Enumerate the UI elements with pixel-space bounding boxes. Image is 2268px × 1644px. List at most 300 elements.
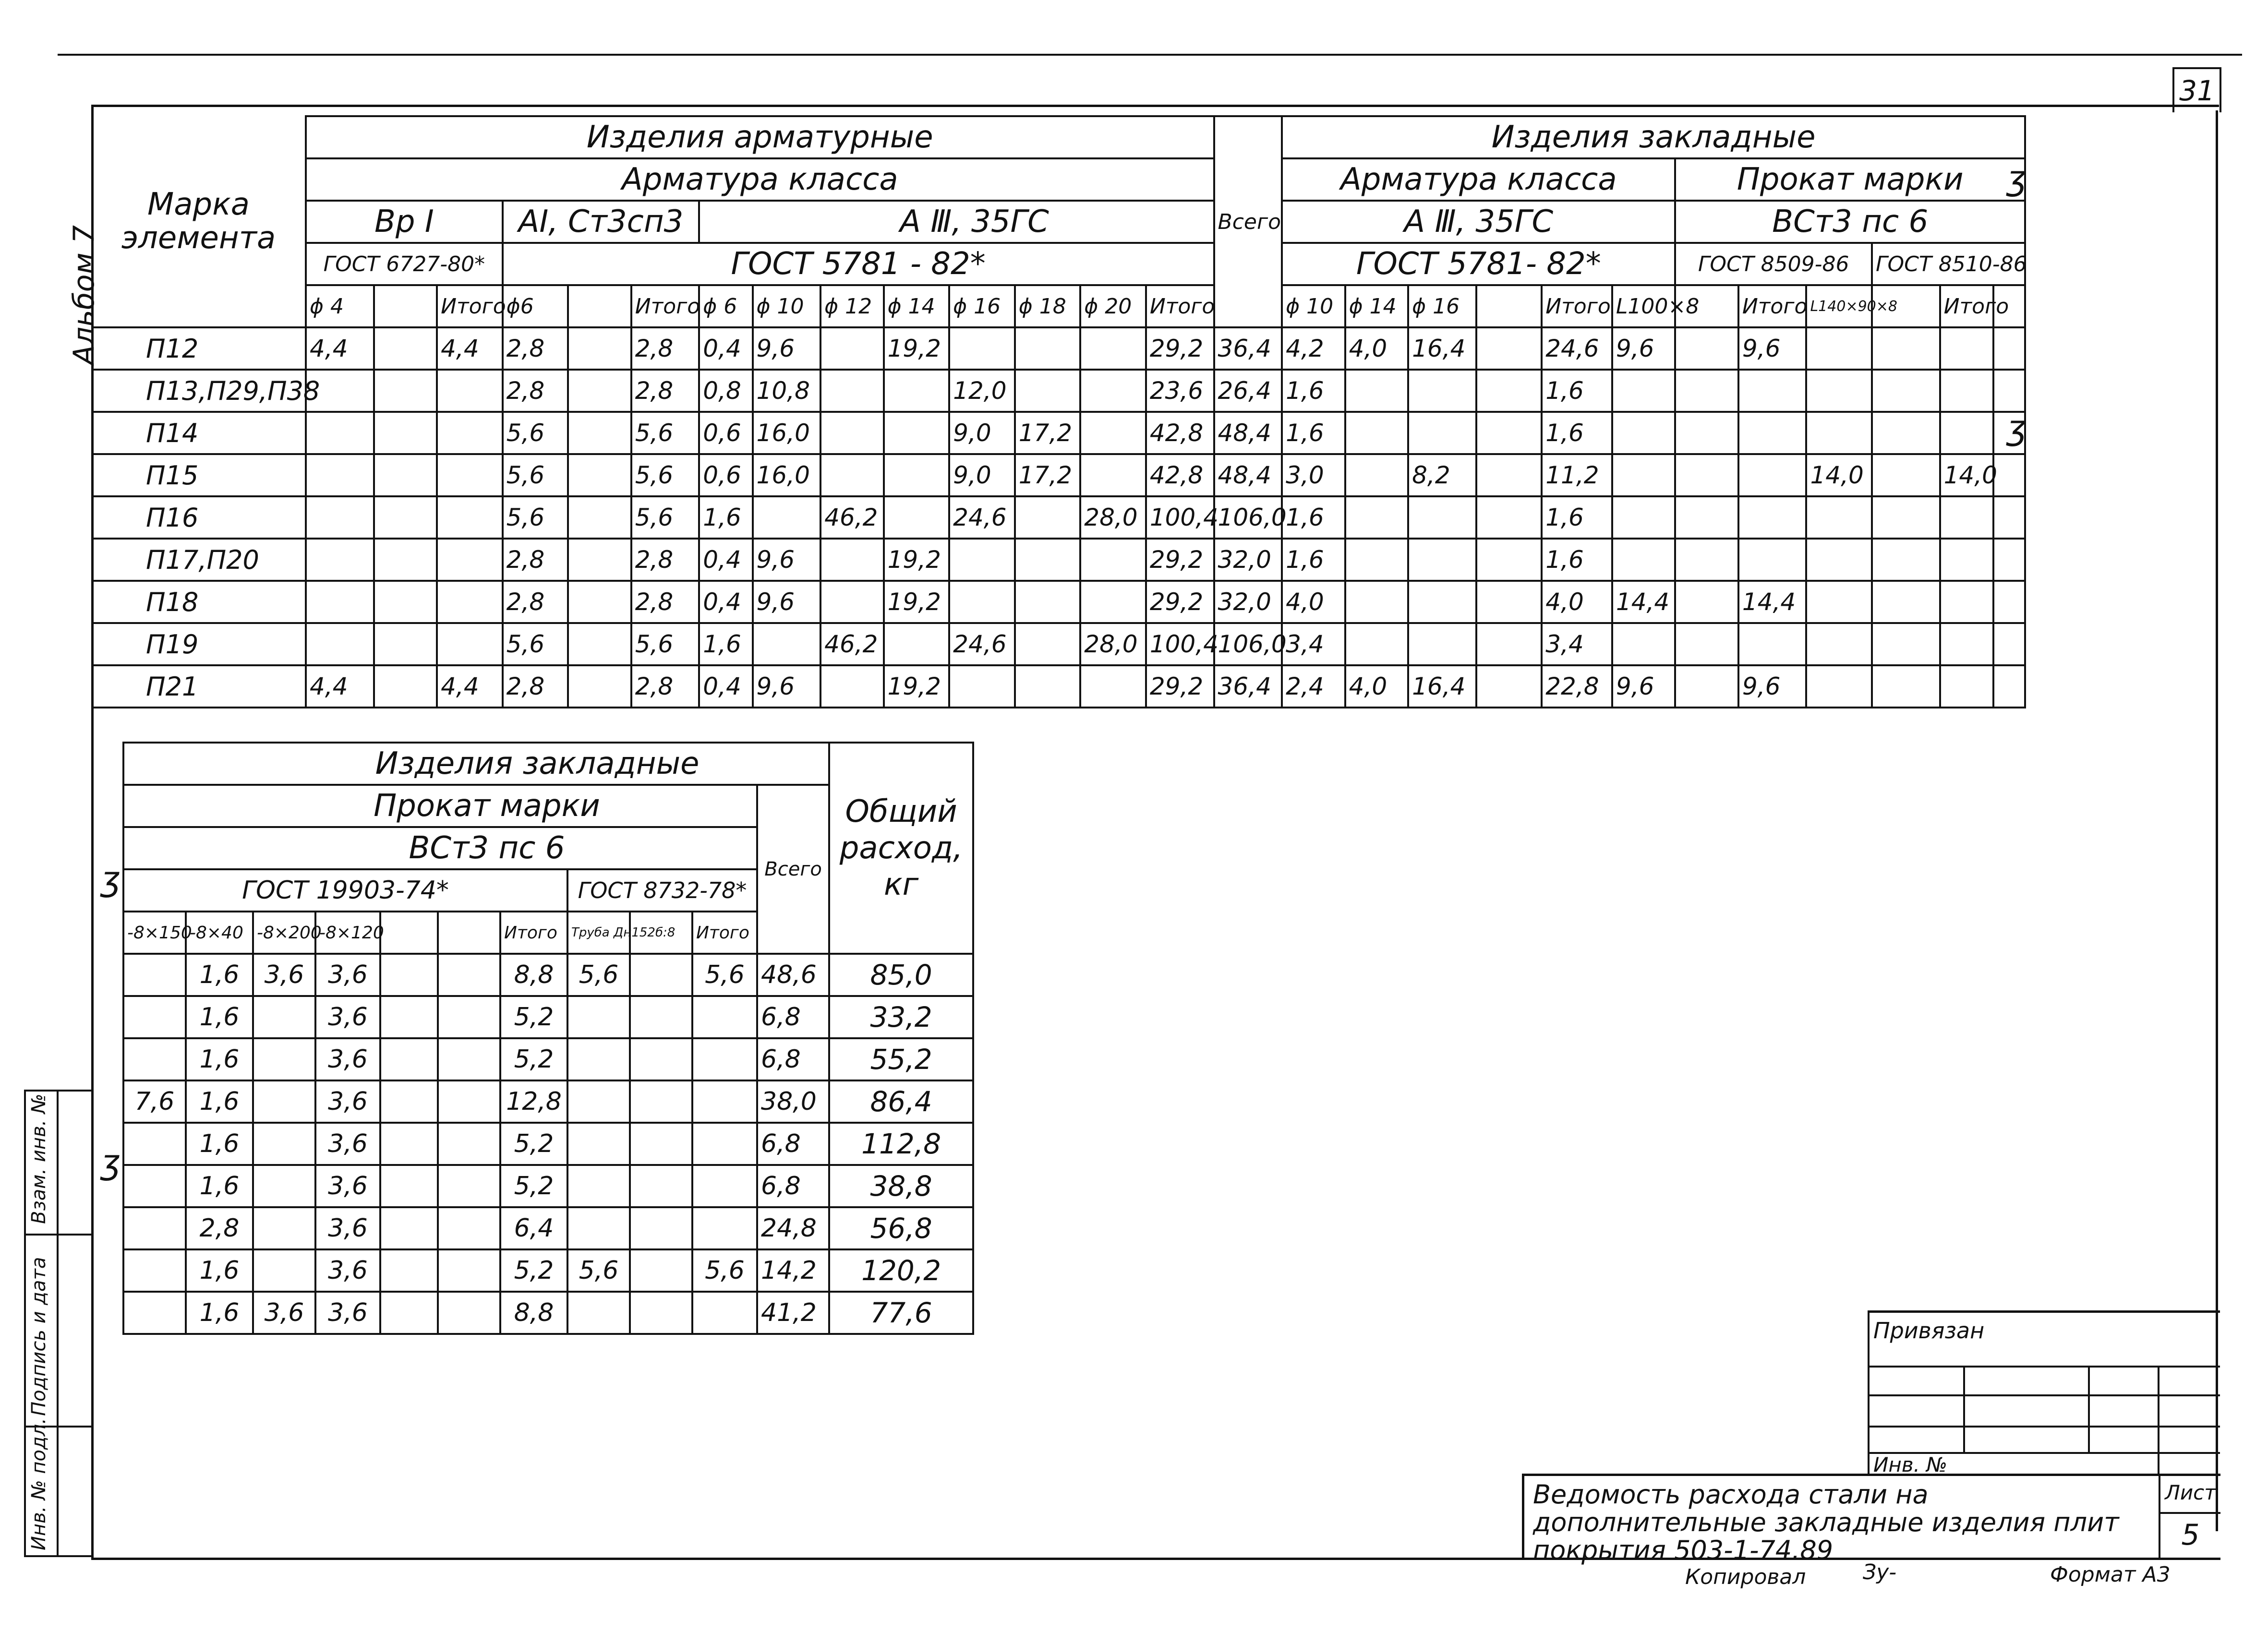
data-cell <box>123 1207 186 1249</box>
data-cell <box>820 581 883 623</box>
data-cell <box>253 1038 315 1080</box>
data-cell: 36,4 <box>1214 327 1282 370</box>
data-cell: 36,4 <box>1214 665 1282 708</box>
vsego-cell: 6,8 <box>757 1165 829 1207</box>
data-cell: 5,6 <box>567 1249 630 1292</box>
strip-divider <box>57 1090 59 1557</box>
data-cell <box>374 370 437 412</box>
data-cell: 1,6 <box>186 996 253 1038</box>
data-cell <box>1345 454 1408 496</box>
data-cell <box>1476 665 1542 708</box>
data-cell: 2,8 <box>631 581 700 623</box>
subheader-cell: ϕ 14 <box>884 285 950 327</box>
data-cell: 3,6 <box>315 1165 380 1207</box>
data-cell: 1,6 <box>1282 370 1345 412</box>
gost-8510-header: ГОСТ 8510-86 <box>1872 243 2025 285</box>
data-cell <box>1940 370 1993 412</box>
data-cell: 1,6 <box>186 1038 253 1080</box>
emb-rolled-header: Прокат марки <box>1675 158 2025 201</box>
data-cell: 12,8 <box>500 1080 567 1123</box>
vsego-cell: 24,8 <box>757 1207 829 1249</box>
data-cell: 3,6 <box>315 996 380 1038</box>
data-cell: 0,6 <box>699 412 752 454</box>
data-cell <box>1015 496 1081 539</box>
data-cell: 5,6 <box>631 623 700 665</box>
data-cell: 24,6 <box>1542 327 1612 370</box>
data-cell <box>438 1165 500 1207</box>
format-label: Формат А3 <box>2050 1562 2171 1587</box>
table-row <box>123 1249 973 1292</box>
data-cell <box>253 1207 315 1249</box>
data-cell: 2,8 <box>503 327 568 370</box>
data-cell <box>1940 539 1993 581</box>
data-cell <box>1408 496 1476 539</box>
data-cell <box>1940 327 1993 370</box>
data-cell <box>1872 581 1940 623</box>
data-cell <box>1015 327 1081 370</box>
emb-armature-class-header: Арматура класса <box>1282 158 1675 201</box>
data-cell <box>884 454 950 496</box>
data-cell: 3,0 <box>1282 454 1345 496</box>
data-cell: 24,6 <box>949 623 1015 665</box>
data-cell <box>374 665 437 708</box>
subheader-cell: ϕ 10 <box>753 285 821 327</box>
total-cell: 38,8 <box>829 1165 973 1207</box>
data-cell: 3,4 <box>1282 623 1345 665</box>
data-cell: 1,6 <box>699 623 752 665</box>
total-cell: 86,4 <box>829 1080 973 1123</box>
data-cell <box>123 954 186 996</box>
data-cell: 17,2 <box>1015 454 1081 496</box>
data-cell <box>438 1292 500 1334</box>
subheader-cell: ϕ 18 <box>1015 285 1081 327</box>
data-cell: 0,6 <box>699 454 752 496</box>
data-cell <box>820 454 883 496</box>
data-cell: 2,8 <box>503 539 568 581</box>
data-cell <box>123 1292 186 1334</box>
data-cell <box>1612 496 1675 539</box>
top-rule <box>58 54 2242 56</box>
data-cell: 5,6 <box>692 1249 757 1292</box>
data-cell: 4,4 <box>306 665 374 708</box>
data-cell: 32,0 <box>1214 581 1282 623</box>
margin-mark: ʒ <box>101 1142 121 1182</box>
data-cell <box>1738 496 1807 539</box>
data-cell: 3,6 <box>315 954 380 996</box>
data-cell: 16,4 <box>1408 665 1476 708</box>
data-cell <box>630 996 692 1038</box>
data-cell <box>306 496 374 539</box>
data-cell: 5,2 <box>500 1249 567 1292</box>
subheader-cell: ϕ 4 <box>306 285 374 327</box>
data-cell: 1,6 <box>186 1080 253 1123</box>
total-cell: 120,2 <box>829 1249 973 1292</box>
data-cell <box>1675 581 1738 623</box>
data-cell <box>253 1165 315 1207</box>
data-cell: 2,4 <box>1282 665 1345 708</box>
data-cell <box>884 412 950 454</box>
data-cell <box>1675 539 1738 581</box>
title-block <box>1522 1474 2220 1565</box>
vsego-cell: 6,8 <box>757 1123 829 1165</box>
data-cell: 3,6 <box>315 1038 380 1080</box>
data-cell <box>1015 665 1081 708</box>
data-cell <box>380 1123 438 1165</box>
data-cell <box>567 1038 630 1080</box>
data-cell <box>567 1080 630 1123</box>
margin-mark: ʒ <box>2007 408 2027 447</box>
data-cell: 5,2 <box>500 996 567 1038</box>
data-cell <box>1015 581 1081 623</box>
subheader-cell: Итого <box>1738 285 1807 327</box>
data-cell <box>306 454 374 496</box>
data-cell <box>1612 623 1675 665</box>
data-cell: 5,2 <box>500 1123 567 1165</box>
data-cell: 1,6 <box>1282 539 1345 581</box>
data-cell: 4,2 <box>1282 327 1345 370</box>
data-cell: 5,6 <box>503 623 568 665</box>
vsego-cell: 14,2 <box>757 1249 829 1292</box>
data-cell <box>1872 370 1940 412</box>
data-cell: 28,0 <box>1080 496 1146 539</box>
data-cell <box>1806 496 1872 539</box>
table-row <box>123 954 973 996</box>
data-cell <box>1806 581 1872 623</box>
table-row <box>123 1165 973 1207</box>
data-cell <box>1940 665 1993 708</box>
data-cell <box>380 1207 438 1249</box>
data-cell: 2,8 <box>503 581 568 623</box>
data-cell <box>1080 665 1146 708</box>
data-cell <box>630 954 692 996</box>
data-cell: 5,6 <box>503 412 568 454</box>
data-cell <box>380 1292 438 1334</box>
data-cell <box>820 327 883 370</box>
data-cell <box>253 996 315 1038</box>
left-stamp-strip <box>24 1090 91 1558</box>
data-cell <box>1080 412 1146 454</box>
table-row <box>123 1292 973 1334</box>
subheader-cell: ϕ 10 <box>1282 285 1345 327</box>
data-cell <box>1476 370 1542 412</box>
data-cell <box>1015 539 1081 581</box>
data-cell: 5,6 <box>631 412 700 454</box>
data-cell: 22,8 <box>1542 665 1612 708</box>
data-cell: 0,8 <box>699 370 752 412</box>
data-cell <box>438 996 500 1038</box>
subheader-cell: Итого <box>1542 285 1612 327</box>
data-cell <box>1675 496 1738 539</box>
data-cell <box>1872 327 1940 370</box>
data-cell: 4,0 <box>1282 581 1345 623</box>
data-cell <box>1675 623 1738 665</box>
t2-subheader-cell: Итого <box>500 912 567 954</box>
data-cell <box>1015 623 1081 665</box>
data-cell: 29,2 <box>1146 327 1214 370</box>
data-cell: 4,0 <box>1345 665 1408 708</box>
data-cell <box>380 1080 438 1123</box>
data-cell <box>1675 412 1738 454</box>
data-cell: 5,6 <box>567 954 630 996</box>
data-cell <box>438 1249 500 1292</box>
data-cell: 1,6 <box>1542 496 1612 539</box>
data-cell: 3,6 <box>253 954 315 996</box>
data-cell <box>1675 665 1738 708</box>
subheader-cell: ϕ 6 <box>699 285 752 327</box>
data-cell <box>1872 665 1940 708</box>
table-row <box>92 623 2025 665</box>
mark-cell: П17,П20 <box>92 539 306 581</box>
mark-cell: П21 <box>92 665 306 708</box>
bind-line <box>1870 1426 2220 1428</box>
data-cell: 29,2 <box>1146 539 1214 581</box>
data-cell: 8,8 <box>500 1292 567 1334</box>
data-cell: 9,6 <box>1612 327 1675 370</box>
data-cell: 16,0 <box>753 412 821 454</box>
data-cell <box>1872 623 1940 665</box>
data-cell <box>692 1292 757 1334</box>
data-cell: 1,6 <box>1282 412 1345 454</box>
emb-gost-5781-header: ГОСТ 5781- 82* <box>1282 243 1675 285</box>
data-cell <box>1345 581 1408 623</box>
data-cell <box>1940 623 1993 665</box>
data-cell <box>567 996 630 1038</box>
data-cell: 1,6 <box>1542 370 1612 412</box>
subheader-cell <box>1476 285 1542 327</box>
data-cell <box>1806 539 1872 581</box>
data-cell: 1,6 <box>186 1249 253 1292</box>
t2-total-label: Общий расход, кг <box>839 794 963 902</box>
data-cell <box>306 412 374 454</box>
gost-5781-header: ГОСТ 5781 - 82* <box>503 243 1214 285</box>
data-cell: 1,6 <box>1542 539 1612 581</box>
data-cell <box>1993 454 2025 496</box>
data-cell: 8,2 <box>1408 454 1476 496</box>
data-cell: 19,2 <box>884 581 950 623</box>
data-cell: 19,2 <box>884 539 950 581</box>
binding-label: Привязан <box>1873 1318 1985 1344</box>
data-cell: 1,6 <box>699 496 752 539</box>
data-cell <box>630 1080 692 1123</box>
data-cell <box>1345 412 1408 454</box>
data-cell: 9,0 <box>949 412 1015 454</box>
data-cell <box>374 539 437 581</box>
data-cell <box>820 665 883 708</box>
data-cell: 3,6 <box>315 1207 380 1249</box>
data-cell <box>692 1038 757 1080</box>
data-cell <box>1993 496 2025 539</box>
bind-vline <box>1963 1366 1965 1452</box>
data-cell <box>1872 496 1940 539</box>
armature-group-header: Изделия арматурные <box>306 116 1214 158</box>
data-cell <box>1993 539 2025 581</box>
data-cell <box>1675 370 1738 412</box>
total-cell: 56,8 <box>829 1207 973 1249</box>
data-cell: 3,6 <box>315 1080 380 1123</box>
t2-grade-header: ВСт3 пс 6 <box>123 827 757 869</box>
vst3-header: ВСт3 пс 6 <box>1675 201 2025 243</box>
table-row <box>123 1038 973 1080</box>
subheader-cell: L140×90×8 <box>1806 285 1872 327</box>
data-cell: 1,6 <box>1542 412 1612 454</box>
data-cell <box>884 623 950 665</box>
t2-total-header <box>829 743 973 954</box>
subheader-cell <box>568 285 631 327</box>
data-cell <box>1080 327 1146 370</box>
data-cell: 2,8 <box>631 539 700 581</box>
total-cell: 55,2 <box>829 1038 973 1080</box>
data-cell <box>1408 623 1476 665</box>
table-row <box>92 454 2025 496</box>
data-cell <box>123 1038 186 1080</box>
data-cell: 24,6 <box>949 496 1015 539</box>
data-cell <box>692 1165 757 1207</box>
bind-line <box>1870 1394 2220 1396</box>
data-cell <box>1993 370 2025 412</box>
data-cell <box>380 996 438 1038</box>
data-cell <box>1993 623 2025 665</box>
data-cell <box>253 1123 315 1165</box>
data-cell: 46,2 <box>820 496 883 539</box>
subheader-cell: Итого <box>631 285 700 327</box>
data-cell <box>1476 496 1542 539</box>
data-cell: 28,0 <box>1080 623 1146 665</box>
table2-body <box>123 954 973 1334</box>
data-cell <box>1993 327 2025 370</box>
data-cell: 3,6 <box>315 1123 380 1165</box>
data-cell: 100,4 <box>1146 623 1214 665</box>
data-cell <box>438 1207 500 1249</box>
data-cell <box>568 623 631 665</box>
table1-body <box>92 327 2025 708</box>
data-cell: 16,4 <box>1408 327 1476 370</box>
data-cell <box>568 454 631 496</box>
table-row <box>123 1080 973 1123</box>
data-cell <box>438 1080 500 1123</box>
subheader-cell: ϕ 20 <box>1080 285 1146 327</box>
t2-subheader-cell <box>438 912 500 954</box>
data-cell: 29,2 <box>1146 665 1214 708</box>
t2-subheader-cell: Итого <box>692 912 757 954</box>
subheader-cell: ϕ 12 <box>820 285 883 327</box>
data-cell: 19,2 <box>884 327 950 370</box>
data-cell <box>1806 665 1872 708</box>
data-cell <box>1612 454 1675 496</box>
copied-initials: Зу- <box>1863 1560 1897 1584</box>
data-cell <box>374 496 437 539</box>
data-cell <box>1738 412 1807 454</box>
data-cell <box>884 370 950 412</box>
data-cell <box>692 996 757 1038</box>
table-row <box>92 665 2025 708</box>
data-cell <box>567 1165 630 1207</box>
data-cell <box>630 1123 692 1165</box>
data-cell: 6,4 <box>500 1207 567 1249</box>
data-cell: 9,6 <box>753 665 821 708</box>
data-cell: 1,6 <box>186 1123 253 1165</box>
album-label: Альбом 7 <box>67 225 101 365</box>
total-cell: 77,6 <box>829 1292 973 1334</box>
data-cell <box>753 623 821 665</box>
data-cell <box>437 412 503 454</box>
data-cell <box>1476 454 1542 496</box>
data-cell <box>374 581 437 623</box>
data-cell <box>1476 623 1542 665</box>
data-cell <box>1345 623 1408 665</box>
data-cell <box>568 327 631 370</box>
data-cell: 0,4 <box>699 665 752 708</box>
data-cell <box>438 954 500 996</box>
data-cell <box>1476 539 1542 581</box>
data-cell: 2,8 <box>631 327 700 370</box>
data-cell: 42,8 <box>1146 454 1214 496</box>
data-cell <box>884 496 950 539</box>
data-cell <box>437 370 503 412</box>
data-cell <box>380 1038 438 1080</box>
data-cell: 9,6 <box>1612 665 1675 708</box>
data-cell <box>820 412 883 454</box>
data-cell <box>630 1207 692 1249</box>
mark-cell: П13,П29,П38 <box>92 370 306 412</box>
data-cell: 42,8 <box>1146 412 1214 454</box>
data-cell: 2,8 <box>631 370 700 412</box>
vsego-cell: 6,8 <box>757 1038 829 1080</box>
t2-subheader-cell: -8×120 <box>315 912 380 954</box>
subheader-cell: ϕ 16 <box>949 285 1015 327</box>
inv-no-label: Инв. № <box>1873 1453 1948 1476</box>
data-cell: 14,0 <box>1940 454 1993 496</box>
data-cell: 26,4 <box>1214 370 1282 412</box>
data-cell: 5,6 <box>631 496 700 539</box>
data-cell: 5,6 <box>503 454 568 496</box>
data-cell <box>568 581 631 623</box>
data-cell <box>1872 412 1940 454</box>
gost-8509-header: ГОСТ 8509-86 <box>1675 243 1872 285</box>
data-cell: 29,2 <box>1146 581 1214 623</box>
data-cell: 1,6 <box>1282 496 1345 539</box>
data-cell <box>1080 539 1146 581</box>
data-cell <box>438 1123 500 1165</box>
vsego-header: Всего <box>1214 116 1282 327</box>
table-row <box>92 327 2025 370</box>
mark-cell: П15 <box>92 454 306 496</box>
data-cell <box>1940 581 1993 623</box>
data-cell <box>630 1292 692 1334</box>
sheet-label: Лист <box>2159 1476 2220 1514</box>
subheader-cell: ϕ 14 <box>1345 285 1408 327</box>
data-cell: 32,0 <box>1214 539 1282 581</box>
t2-rolled-header: Прокат марки <box>123 785 757 827</box>
data-cell: 0,4 <box>699 581 752 623</box>
data-cell: 2,8 <box>186 1207 253 1249</box>
data-cell: 14,4 <box>1738 581 1807 623</box>
data-cell <box>630 1249 692 1292</box>
data-cell: 9,0 <box>949 454 1015 496</box>
data-cell <box>306 623 374 665</box>
mark-cell: П19 <box>92 623 306 665</box>
data-cell: 3,6 <box>315 1292 380 1334</box>
t2-subheader-cell: Труба Дн152б:8 <box>567 912 630 954</box>
data-cell: 23,6 <box>1146 370 1214 412</box>
vsego-cell: 38,0 <box>757 1080 829 1123</box>
data-cell <box>123 1249 186 1292</box>
t2-gost-19903-header: ГОСТ 19903-74* <box>123 869 567 912</box>
subheader-cell <box>374 285 437 327</box>
vsego-cell: 41,2 <box>757 1292 829 1334</box>
data-cell <box>437 581 503 623</box>
bind-vline <box>2158 1366 2159 1476</box>
data-cell <box>437 454 503 496</box>
